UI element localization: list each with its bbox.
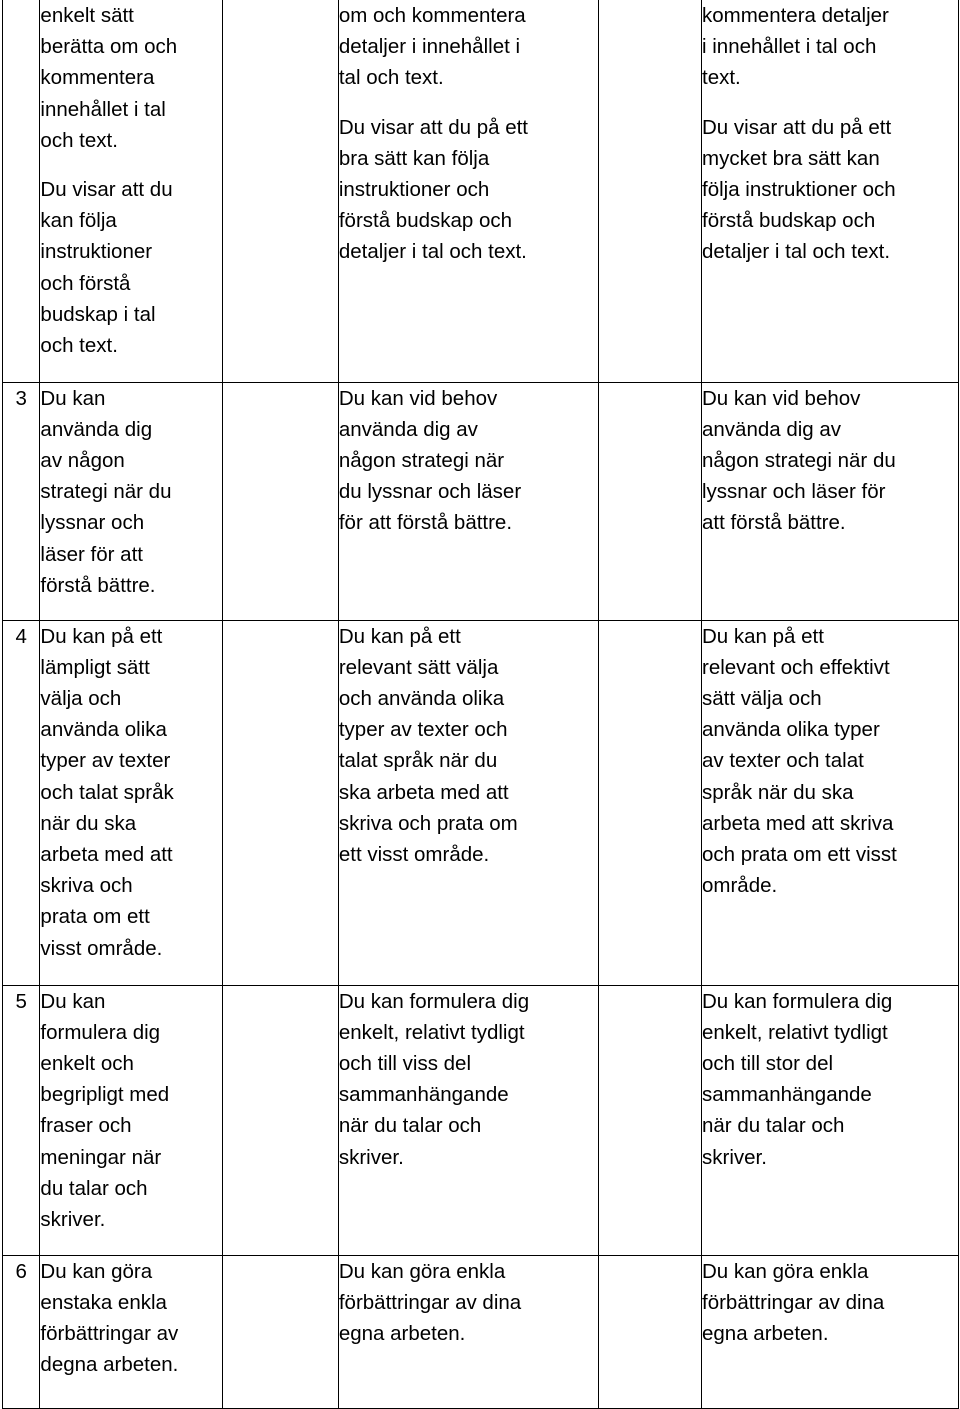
criteria-cell-c (338, 382, 598, 620)
criteria-text: Du kan på ett lämpligt sätt välja och använda olika typer av texter och talat språk när du ska arbeta med att skriva och prata om ett visst område. (40, 624, 174, 960)
criteria-cell-c (338, 620, 598, 985)
criteria-cell-c (338, 1255, 598, 1408)
row-number: 3 (3, 382, 40, 620)
criteria-text: Du kan göra enkla förbättringar av dina egna arbeten. (702, 1259, 885, 1345)
criteria-text: Du kan formulera dig enkelt och begripligt med fraser och meningar när du talar och skriver. (40, 989, 170, 1231)
criteria-text: Du kan på ett relevant sätt välja och använda olika typer av texter och talat språk när du ska arbeta med att skriva och prata om ett visst område. (338, 624, 518, 866)
criteria-cell-a (702, 620, 959, 985)
empty-cell (598, 0, 701, 382)
criteria-cell-a (702, 985, 959, 1255)
criteria-text: Du kan formulera dig enkelt, relativt tydligt och till viss del sammanhängande när du talar och skriver. (338, 989, 530, 1169)
criteria-text: enkelt sätt berätta om och kommentera innehållet i tal och text. (40, 4, 178, 152)
criteria-cell-e (40, 985, 222, 1255)
criteria-text: Du kan göra enkla förbättringar av dina egna arbeten. (338, 1259, 522, 1345)
criteria-text: kommentera detaljer i innehållet i tal och text. (702, 4, 889, 90)
empty-cell (222, 985, 338, 1255)
table-row (3, 620, 959, 985)
criteria-text: Du visar att du på ett mycket bra sätt kan följa instruktioner och förstå budskap och detaljer i tal och text. (702, 115, 896, 264)
criteria-text: Du kan formulera dig enkelt, relativt tydligt och till stor del sammanhängande när du talar och skriver. (702, 989, 893, 1169)
criteria-text: om och kommentera detaljer i innehållet i tal och text. (338, 4, 526, 90)
table-row (3, 382, 959, 620)
criteria-cell-a (702, 382, 959, 620)
criteria-text: Du kan vid behov använda dig av någon strategi när du lyssnar och läser för att förstå bättre. (702, 386, 896, 535)
empty-cell (222, 1255, 338, 1408)
criteria-cell-a (702, 1255, 959, 1408)
table-row (3, 1255, 959, 1408)
criteria-cell-e (40, 1255, 222, 1408)
empty-cell (222, 620, 338, 985)
criteria-cell-e (40, 0, 222, 382)
criteria-cell-e (40, 620, 222, 985)
empty-cell (222, 0, 338, 382)
table-row (3, 0, 959, 382)
criteria-cell-c (338, 0, 598, 382)
grading-criteria-table (2, 0, 959, 1409)
criteria-cell-c (338, 985, 598, 1255)
empty-cell (598, 620, 701, 985)
table-row (3, 985, 959, 1255)
row-number: 5 (3, 985, 40, 1255)
empty-cell (598, 985, 701, 1255)
criteria-cell-a (702, 0, 959, 382)
criteria-text: Du kan på ett relevant och effektivt sätt välja och använda olika typer av texter och talat språk när du ska arbeta med att skriva och prata om ett visst område. (702, 624, 897, 898)
criteria-text: Du kan vid behov använda dig av någon strategi när du lyssnar och läser för att förstå bättre. (338, 386, 522, 535)
criteria-text: Du visar att du på ett bra sätt kan följa instruktioner och förstå budskap och detaljer i tal och text. (338, 115, 528, 264)
criteria-text: Du kan använda dig av någon strategi när du lyssnar och läser för att förstå bättre. (40, 386, 172, 597)
row-number (3, 0, 40, 382)
criteria-text: Du kan göra enstaka enkla förbättringar av degna arbeten. (40, 1259, 179, 1377)
empty-cell (222, 382, 338, 620)
empty-cell (598, 382, 701, 620)
row-number: 4 (3, 620, 40, 985)
row-number: 6 (3, 1255, 40, 1408)
empty-cell (598, 1255, 701, 1408)
criteria-text: Du visar att du kan följa instruktioner och förstå budskap i tal och text. (40, 178, 173, 358)
criteria-cell-e (40, 382, 222, 620)
